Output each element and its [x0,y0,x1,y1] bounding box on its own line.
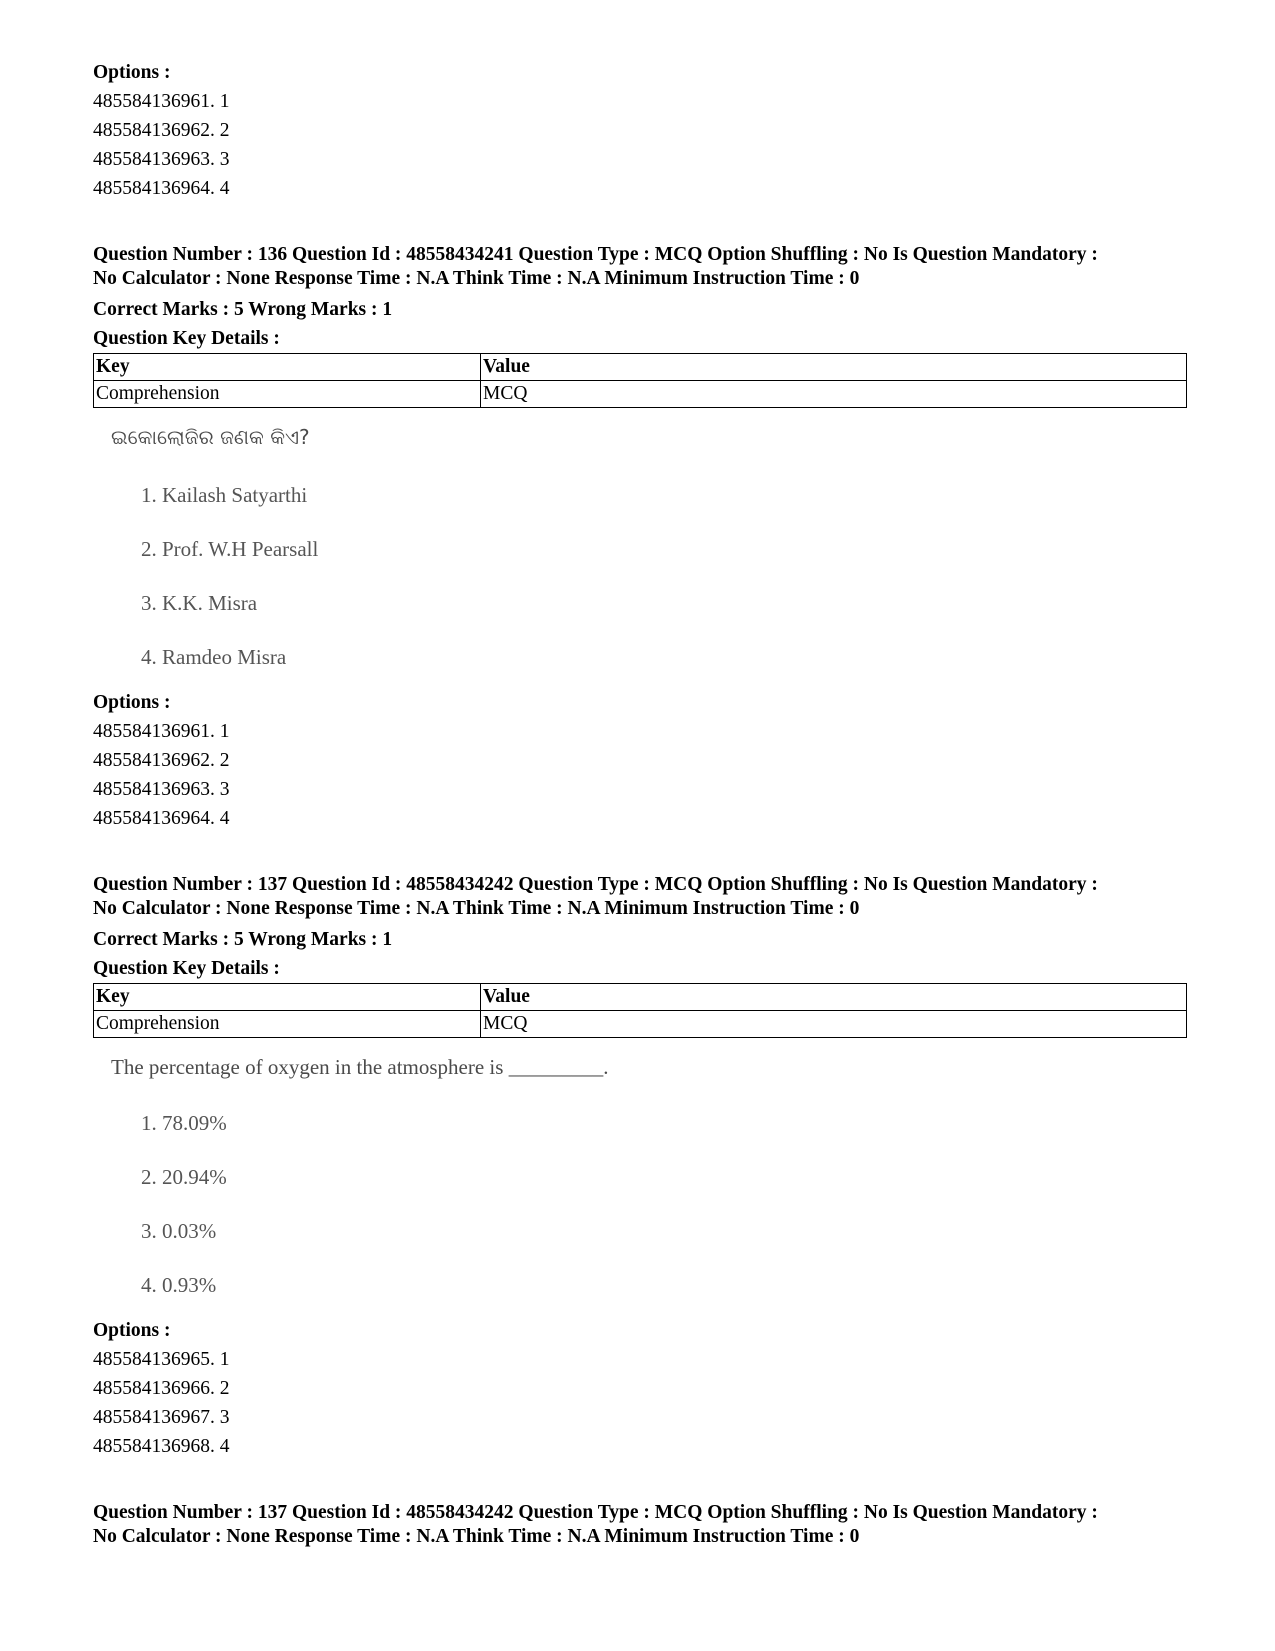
option-line: 485584136965. 1 [93,1349,230,1370]
answer-choice: 1. Kailash Satyarthi [141,483,308,507]
table-header-value: Value [481,354,1187,381]
question-stem: The percentage of oxygen in the atmosphere is _________. [111,1055,609,1079]
options-label: Options : [93,1320,171,1341]
option-line: 485584136968. 4 [93,1436,230,1457]
options-block [93,688,1193,833]
question-image [93,414,1193,684]
option-line: 485584136964. 4 [93,178,230,199]
question-block-137 [93,873,1193,1461]
marks-line: Correct Marks : 5 Wrong Marks : 1 [93,929,393,950]
answer-choice: 2. Prof. W.H Pearsall [141,537,319,561]
question-header-line2: No Calculator : None Response Time : N.A Think Time : N.A Minimum Instruction Time : 0 [93,268,860,289]
top-options-block [93,58,1193,203]
question-header-line1: Question Number : 136 Question Id : 48558434241 Question Type : MCQ Option Shuffling : No Is Question Mandatory : [93,244,1098,265]
options-block [93,1316,1193,1461]
question-header-line2: No Calculator : None Response Time : N.A Think Time : N.A Minimum Instruction Time : 0 [93,898,860,919]
table-header-value: Value [481,984,1187,1011]
table-header-key: Key [94,354,481,381]
table-header-key: Key [94,984,481,1011]
option-line: 485584136962. 2 [93,750,230,771]
marks-line: Correct Marks : 5 Wrong Marks : 1 [93,299,393,320]
option-line: 485584136961. 1 [93,91,230,112]
option-line: 485584136967. 3 [93,1407,230,1428]
options-label: Options : [93,692,171,713]
question-header-line1: Question Number : 137 Question Id : 48558434242 Question Type : MCQ Option Shuffling : No Is Question Mandatory : [93,874,1098,895]
key-details-table [93,353,1187,408]
option-line: 485584136961. 1 [93,721,230,742]
question-image [93,1044,1193,1312]
key-details-table [93,983,1187,1038]
answer-choice: 3. 0.03% [141,1219,217,1243]
option-line: 485584136963. 3 [93,779,230,800]
question-header [93,243,1193,291]
table-cell-key: Comprehension [94,381,481,408]
question-block-136 [93,243,1193,833]
key-details-label: Question Key Details : [93,328,280,349]
table-cell-key: Comprehension [94,1011,481,1038]
table-cell-value: MCQ [481,1011,1187,1038]
option-line: 485584136962. 2 [93,120,230,141]
answer-choice: 4. 0.93% [141,1273,217,1297]
options-label: Options : [93,62,171,83]
answer-choice: 3. K.K. Misra [141,591,258,615]
document-page [93,58,1193,1549]
option-line: 485584136963. 3 [93,149,230,170]
option-line: 485584136964. 4 [93,808,230,829]
question-stem: ଇକୋଲୋଜିର ଜଣକ କିଏ? [111,425,310,449]
answer-choice: 2. 20.94% [141,1165,227,1189]
option-line: 485584136966. 2 [93,1378,230,1399]
question-header-line1: Question Number : 137 Question Id : 48558434242 Question Type : MCQ Option Shuffling : No Is Question Mandatory : [93,1502,1098,1523]
trailing-question-header [93,1501,1193,1549]
key-details-label: Question Key Details : [93,958,280,979]
answer-choice: 1. 78.09% [141,1111,227,1135]
answer-choice: 4. Ramdeo Misra [141,645,287,669]
table-cell-value: MCQ [481,381,1187,408]
question-header-line2: No Calculator : None Response Time : N.A Think Time : N.A Minimum Instruction Time : 0 [93,1526,860,1547]
question-header [93,873,1193,921]
